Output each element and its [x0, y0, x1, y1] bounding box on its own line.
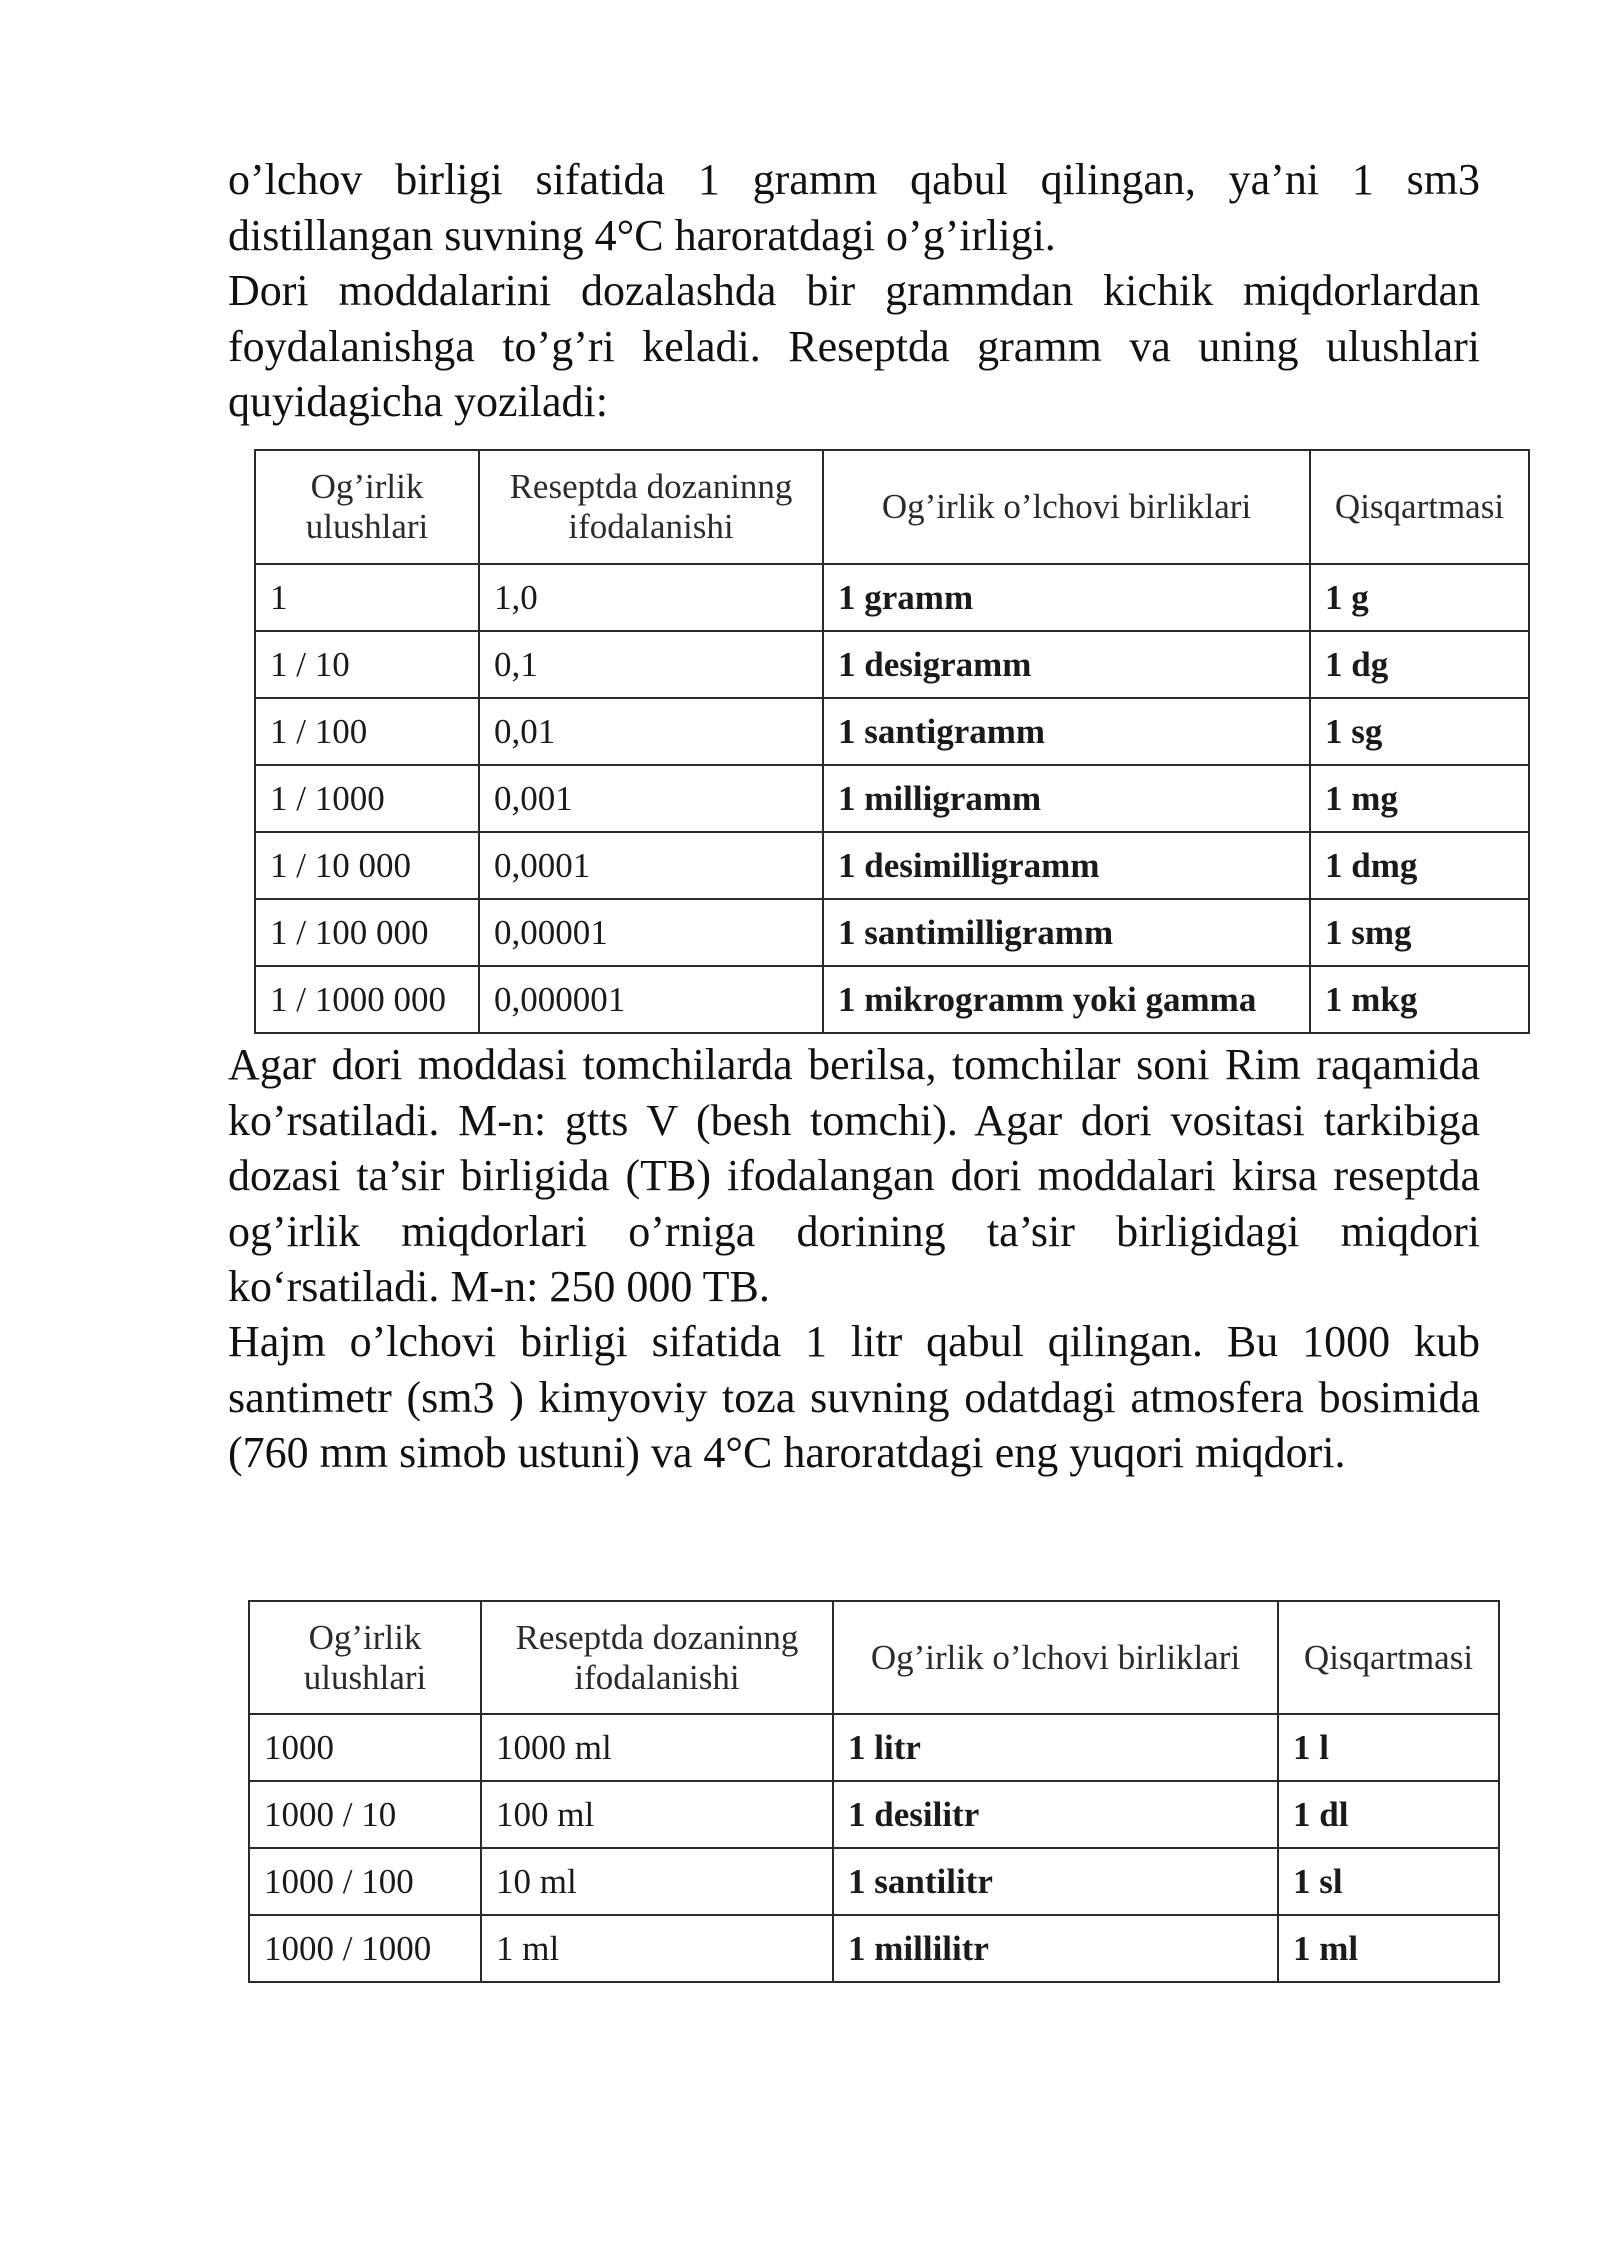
header-weight-units: Og’irlik o’lchovi birliklari	[823, 450, 1310, 564]
fraction-cell: 1000 / 100	[249, 1848, 481, 1915]
paragraph-volume-unit: Hajm o’lchovi birligi sifatida 1 litr qabul qilingan. Bu 1000 kub santimetr (sm3 ) kimyoviy toza suvning odatdagi atmosfera bosimida (760 mm simob ustuni) va 4°C haroratdagi eng yuqori miqdori.	[228, 1317, 1480, 1477]
fraction-cell: 1000 / 1000	[249, 1915, 481, 1982]
unit-cell: 1 millilitr	[833, 1915, 1278, 1982]
dose-cell: 1,0	[479, 564, 823, 631]
abbreviation-cell: 1 mg	[1310, 765, 1529, 832]
dose-cell: 100 ml	[481, 1781, 833, 1848]
weight-units-table	[254, 449, 1530, 1034]
header-weight-fractions: Og’irlik ulushlari	[249, 1601, 481, 1714]
table-row	[255, 832, 1529, 899]
unit-cell: 1 gramm	[823, 564, 1310, 631]
table-row	[255, 698, 1529, 765]
dose-cell: 10 ml	[481, 1848, 833, 1915]
fraction-cell: 1 / 1000 000	[255, 966, 479, 1033]
abbreviation-cell: 1 sl	[1278, 1848, 1499, 1915]
abbreviation-cell: 1 dl	[1278, 1781, 1499, 1848]
table-row	[255, 564, 1529, 631]
abbreviation-cell: 1 g	[1310, 564, 1529, 631]
fraction-cell: 1 / 100	[255, 698, 479, 765]
unit-cell: 1 santilitr	[833, 1848, 1278, 1915]
table-row	[249, 1915, 1499, 1982]
abbreviation-cell: 1 dg	[1310, 631, 1529, 698]
unit-cell: 1 mikrogramm yoki gamma	[823, 966, 1310, 1033]
header-dose-expression: Reseptda dozaninng ifodalanishi	[479, 450, 823, 564]
paragraph-drops-units: Agar dori moddasi tomchilarda berilsa, tomchilar soni Rim raqamida ko’rsatiladi. M-n: gtts V (besh tomchi). Agar dori vositasi tarkibiga dozasi ta’sir birligida (TB) ifodalangan dori moddalari kirsa reseptda og’irlik miqdorlari o’rniga dorining ta’sir birligidagi miqdori ko‘rsatiladi. M-n: 250 000 TB.	[228, 1040, 1480, 1311]
fraction-cell: 1 / 100 000	[255, 899, 479, 966]
dose-cell: 0,000001	[479, 966, 823, 1033]
unit-cell: 1 desimilligramm	[823, 832, 1310, 899]
header-weight-fractions: Og’irlik ulushlari	[255, 450, 479, 564]
unit-cell: 1 santigramm	[823, 698, 1310, 765]
dose-cell: 0,1	[479, 631, 823, 698]
dose-cell: 0,00001	[479, 899, 823, 966]
unit-cell: 1 desilitr	[833, 1781, 1278, 1848]
header-abbreviation: Qisqartmasi	[1278, 1601, 1499, 1714]
table-row	[255, 765, 1529, 832]
paragraph-gram-fractions: Dori moddalarini dozalashda bir grammdan kichik miqdorlardan foydalanishga to’g’ri keladi. Reseptda gramm va uning ulushlari quyidagicha yoziladi:	[228, 266, 1480, 426]
abbreviation-cell: 1 sg	[1310, 698, 1529, 765]
volume-units-table	[248, 1600, 1500, 1983]
dose-cell: 0,0001	[479, 832, 823, 899]
table-row	[249, 1714, 1499, 1781]
table-header-row	[249, 1601, 1499, 1714]
unit-cell: 1 milligramm	[823, 765, 1310, 832]
fraction-cell: 1 / 10 000	[255, 832, 479, 899]
header-weight-units: Og’irlik o’lchovi birliklari	[833, 1601, 1278, 1714]
unit-cell: 1 desigramm	[823, 631, 1310, 698]
fraction-cell: 1000 / 10	[249, 1781, 481, 1848]
abbreviation-cell: 1 ml	[1278, 1915, 1499, 1982]
unit-cell: 1 santimilligramm	[823, 899, 1310, 966]
fraction-cell: 1 / 10	[255, 631, 479, 698]
header-abbreviation: Qisqartmasi	[1310, 450, 1529, 564]
dose-cell: 0,01	[479, 698, 823, 765]
abbreviation-cell: 1 l	[1278, 1714, 1499, 1781]
dose-cell: 1000 ml	[481, 1714, 833, 1781]
header-dose-expression: Reseptda dozaninng ifodalanishi	[481, 1601, 833, 1714]
unit-cell: 1 litr	[833, 1714, 1278, 1781]
table-row	[255, 966, 1529, 1033]
table-header-row	[255, 450, 1529, 564]
dose-cell: 1 ml	[481, 1915, 833, 1982]
table-row	[255, 899, 1529, 966]
fraction-cell: 1 / 1000	[255, 765, 479, 832]
abbreviation-cell: 1 smg	[1310, 899, 1529, 966]
table-row	[249, 1848, 1499, 1915]
table-row	[255, 631, 1529, 698]
fraction-cell: 1000	[249, 1714, 481, 1781]
table-row	[249, 1781, 1499, 1848]
paragraph-weight-unit: o’lchov birligi sifatida 1 gramm qabul qilingan, ya’ni 1 sm3 distillangan suvning 4°C haroratdagi o’g’irligi.	[228, 155, 1480, 260]
abbreviation-cell: 1 dmg	[1310, 832, 1529, 899]
dose-cell: 0,001	[479, 765, 823, 832]
abbreviation-cell: 1 mkg	[1310, 966, 1529, 1033]
fraction-cell: 1	[255, 564, 479, 631]
